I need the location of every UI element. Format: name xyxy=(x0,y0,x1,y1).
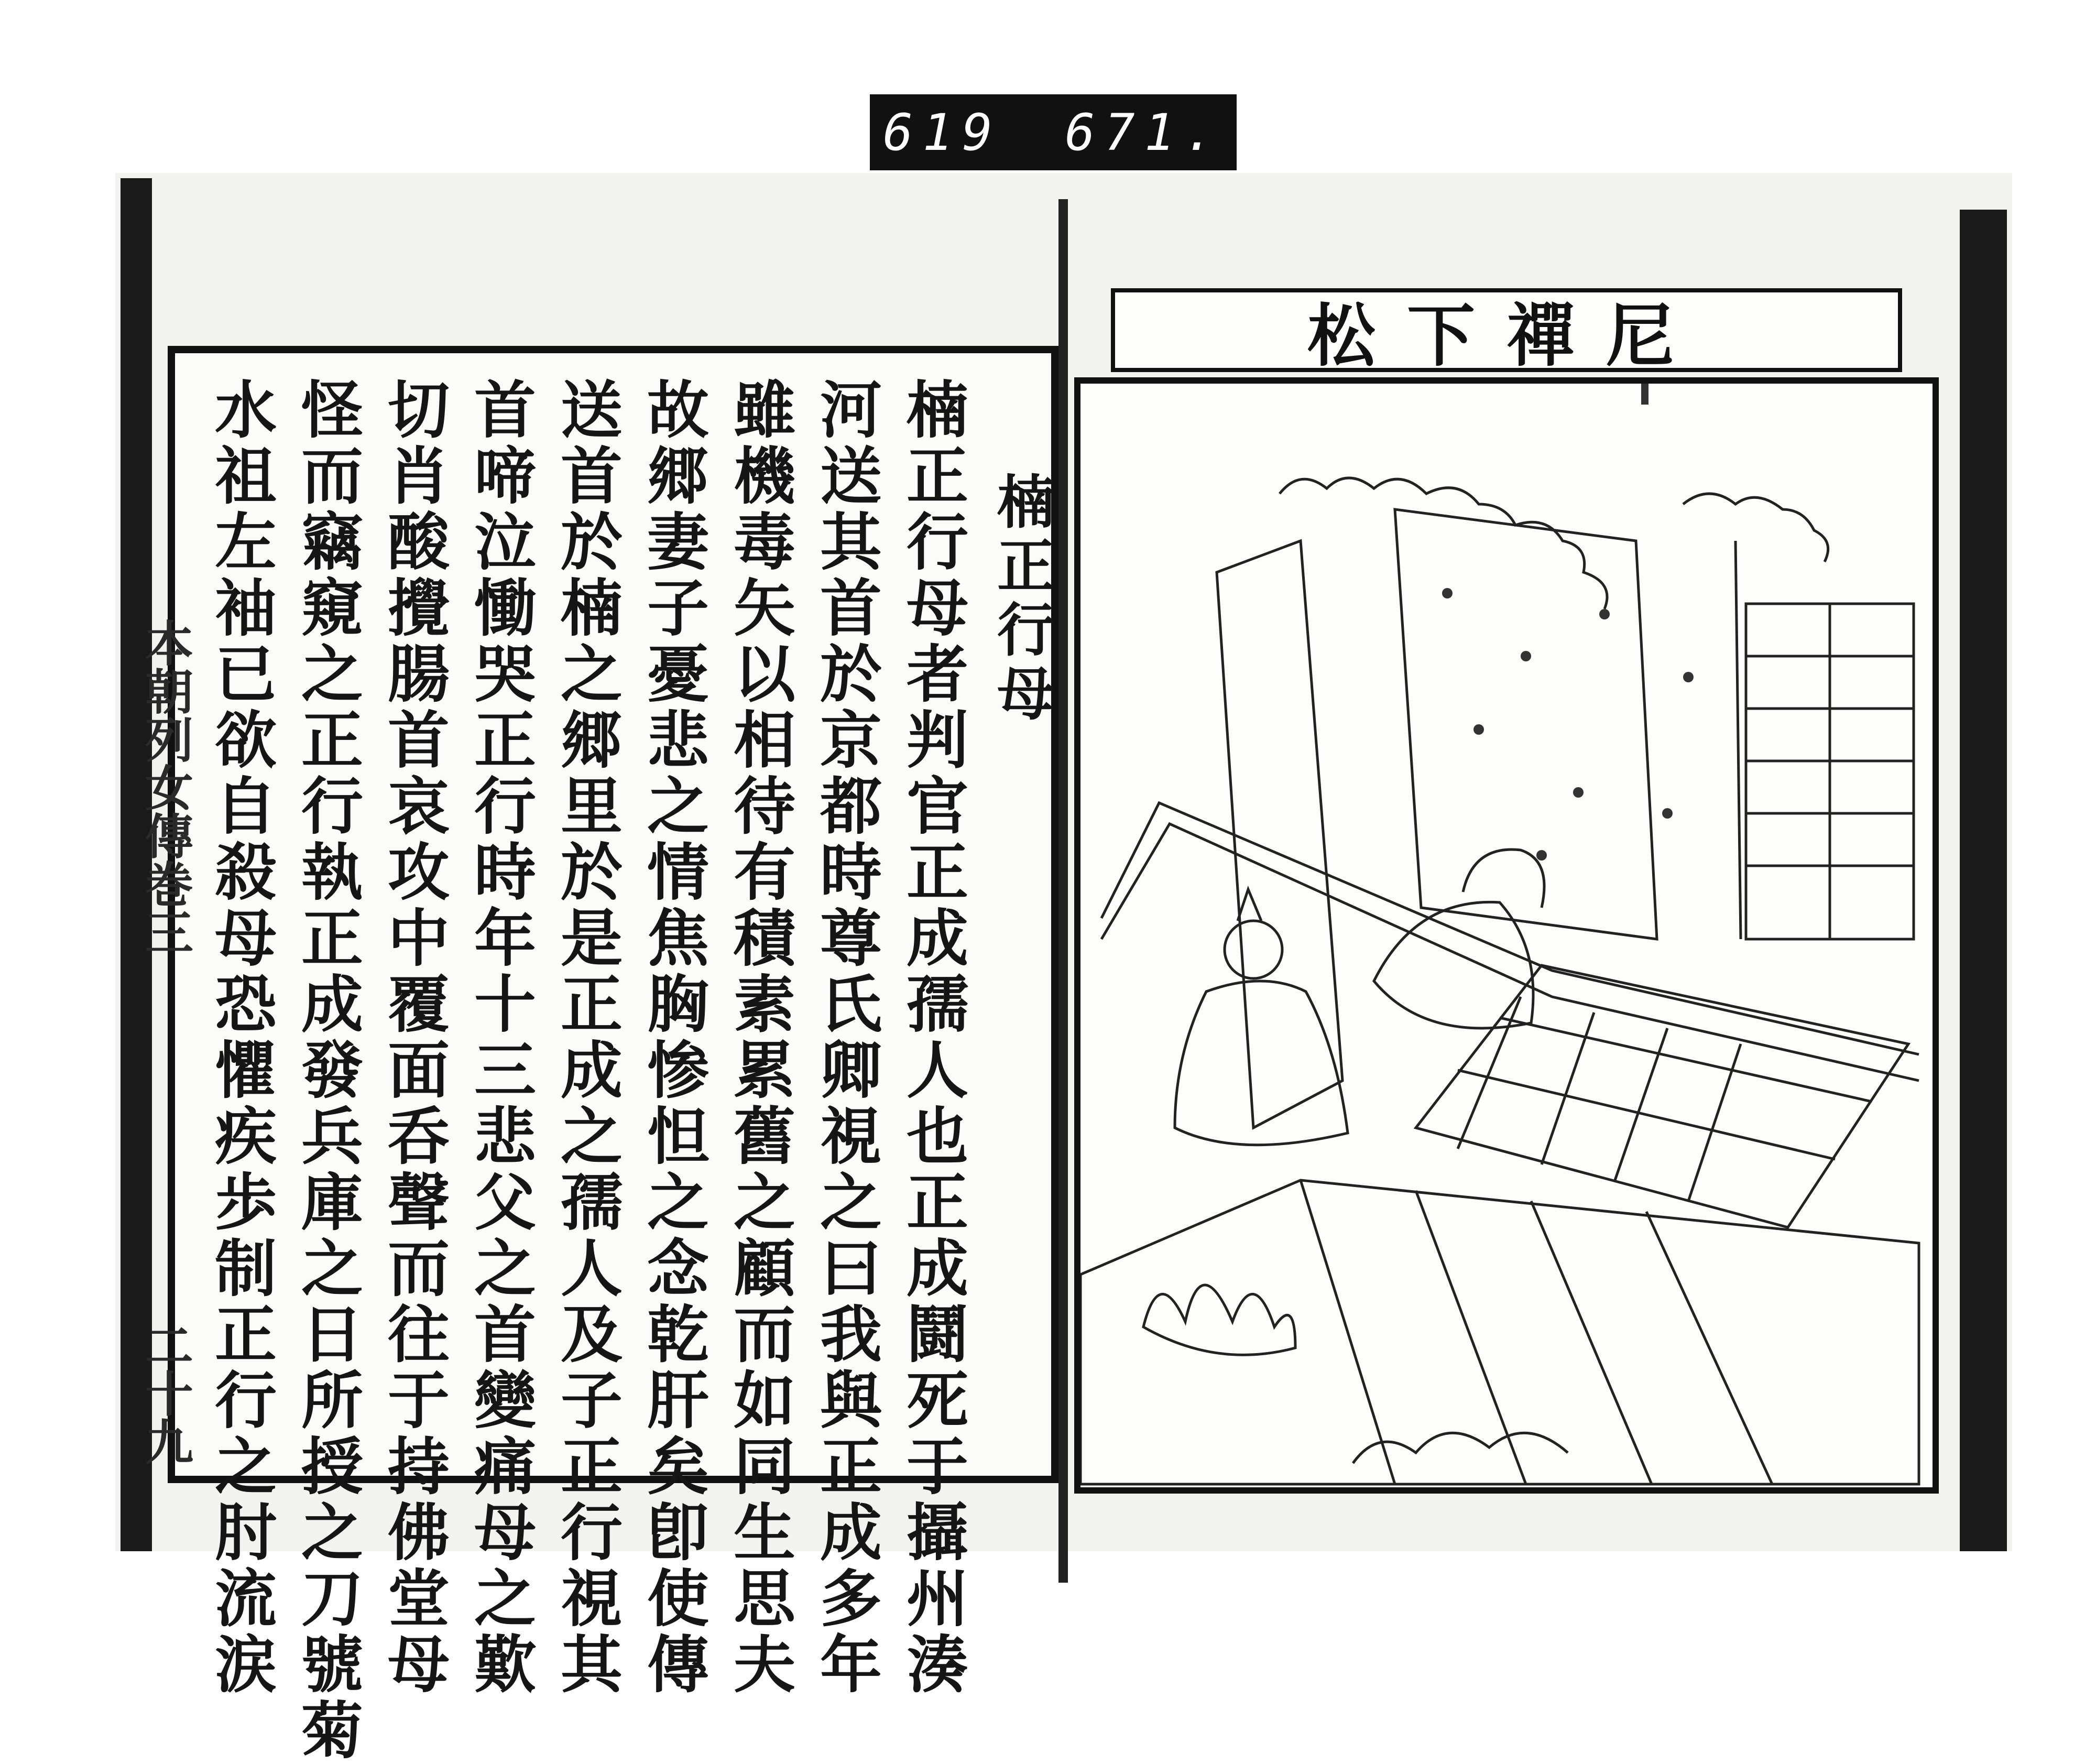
catalog-number-right: 671. xyxy=(1065,103,1224,162)
margin-folio-number: 二十九 xyxy=(137,1321,194,1465)
margin-book-title: 本朝列女傳巻三 xyxy=(137,618,194,956)
text-column: 水祖左袖已欲自殺母恐懼疾歩制正行之肘流涙 xyxy=(204,377,277,1698)
text-column: 送首於楠之郷里於是正成之孺人及子正行視其 xyxy=(550,377,623,1698)
text-column: 切肖酸攪腸首哀攻中覆面呑聲而往于持佛堂母 xyxy=(377,377,450,1698)
screen-middle xyxy=(1395,509,1657,939)
cloud-right xyxy=(1683,494,1828,562)
woodblock-illustration xyxy=(1080,384,1933,1487)
book-spine xyxy=(1058,199,1068,1583)
tatami-border xyxy=(1101,803,1919,1054)
catalog-number-label xyxy=(870,94,1237,170)
cloud-bottom xyxy=(1353,1433,1568,1463)
text-column: 故郷妻子憂悲之情焦胸惨怛之念乾肝矣卽使傳 xyxy=(637,377,709,1698)
cloud-top xyxy=(1280,478,1607,609)
seated-man-figure xyxy=(1175,889,1348,1145)
shrub xyxy=(1143,1285,1295,1355)
text-column: 怪而竊窺之正行執正成發兵庫之日所授之刀號菊 xyxy=(291,377,364,1764)
text-column: 河送其首於京都時尊氏卿視之曰我與正成多年 xyxy=(810,377,882,1698)
illustration-title: 松下禪尼 xyxy=(1307,295,1706,376)
right-page-edge xyxy=(1960,210,2007,1551)
shoji-panel xyxy=(1416,965,1908,1227)
text-column: 首啼泣慟哭正行時年十三悲父之首變痛母之歎 xyxy=(464,377,537,1698)
catalog-number-left: 619 xyxy=(882,103,1002,162)
section-title: 楠正行母 xyxy=(988,472,1055,727)
text-column: 楠正行母者判官正成孺人也正成鬪死于攝州湊 xyxy=(896,377,969,1698)
illustration-frame xyxy=(1074,377,1939,1494)
text-column: 雖機毒矢以相待有積素累舊之顧而如同生思夫 xyxy=(723,377,796,1698)
